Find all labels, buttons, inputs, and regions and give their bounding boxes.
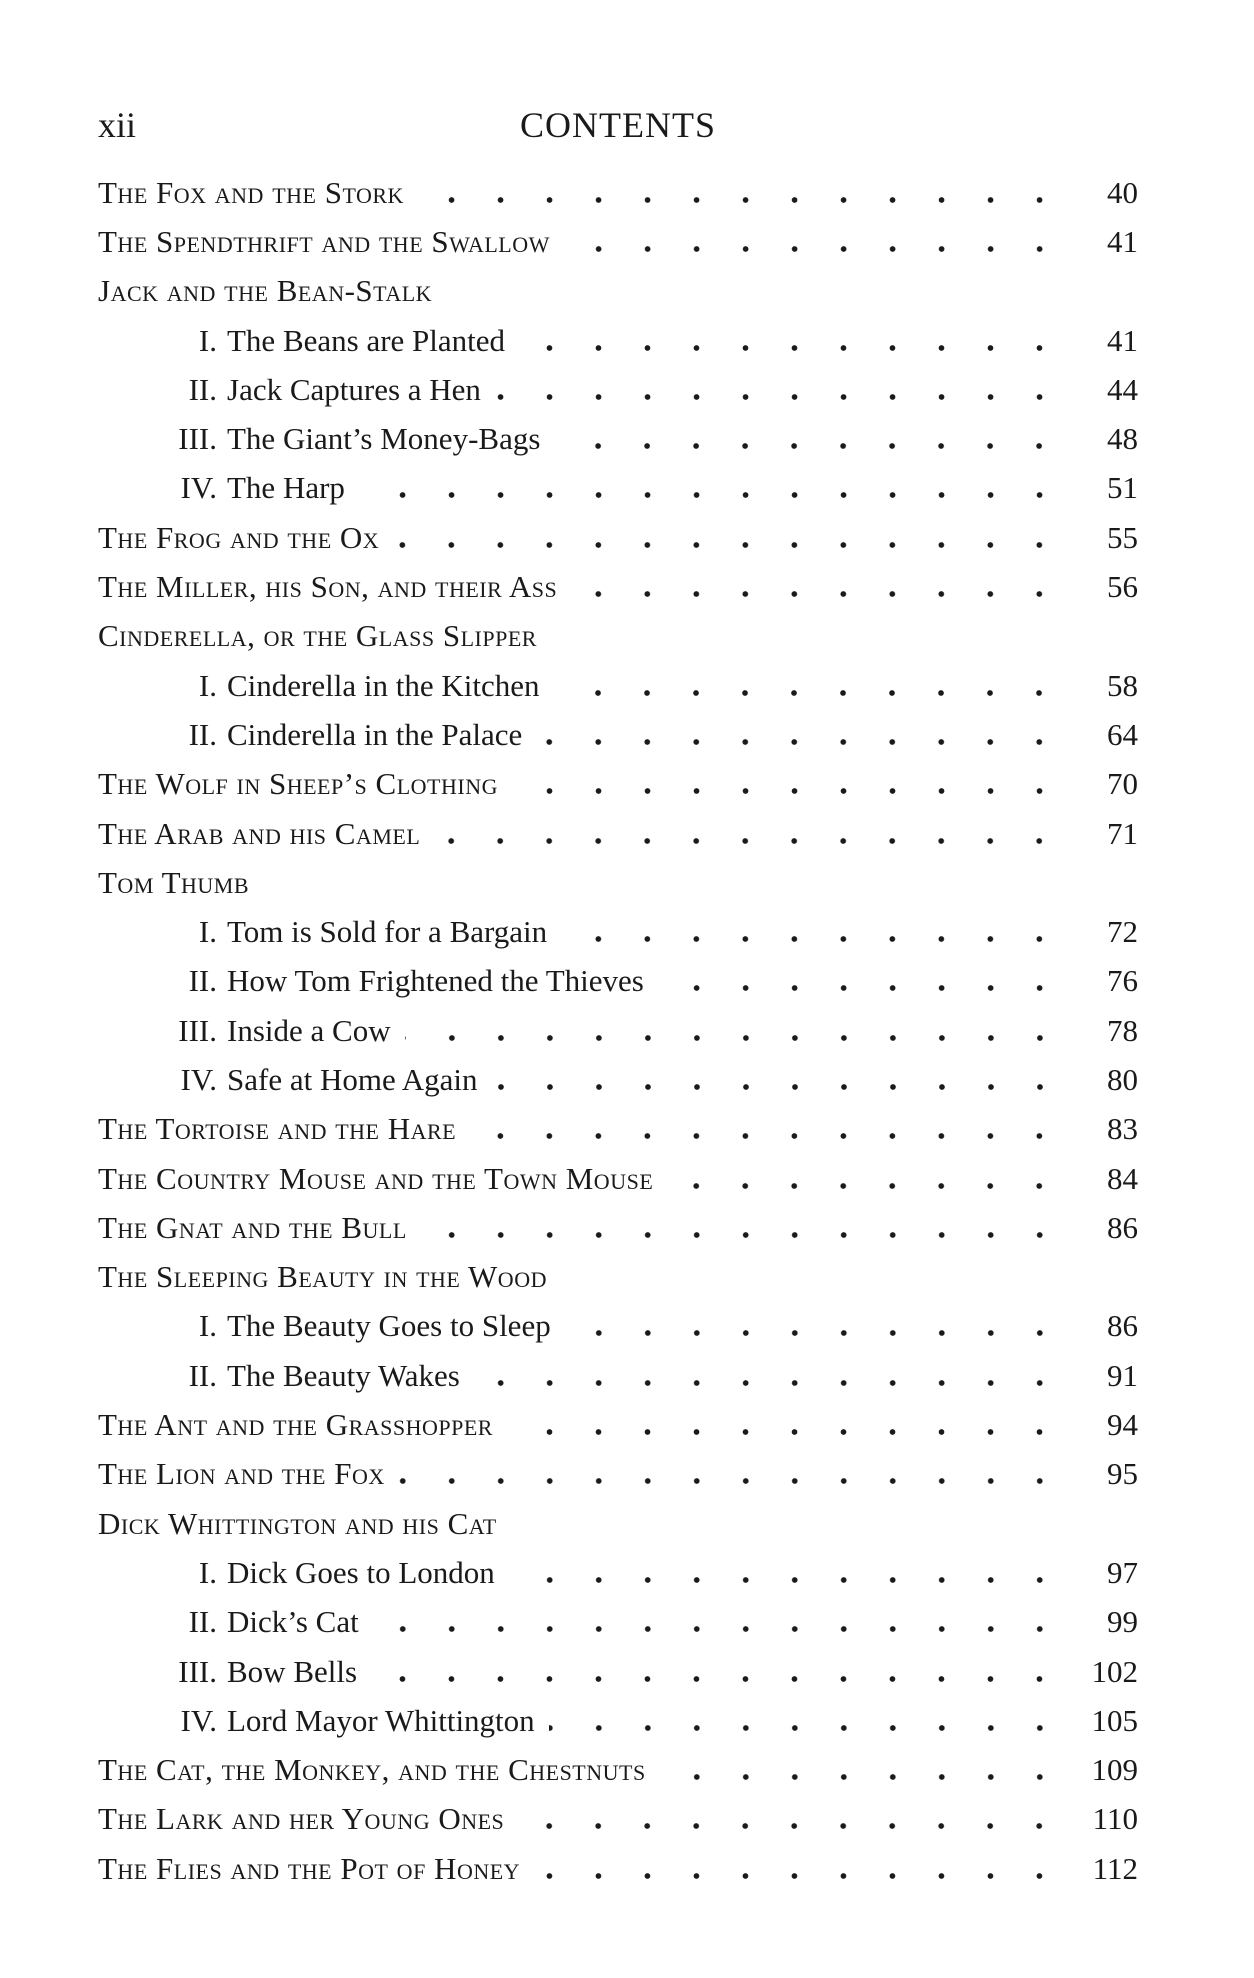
toc-label: [98, 1407, 493, 1443]
toc-label: [98, 1604, 359, 1640]
page-header: [98, 95, 1138, 155]
dot-leader: [534, 1872, 1064, 1880]
story-title: The Miller, his Son, and their Ass: [98, 569, 558, 605]
part-numeral: III.: [178, 1653, 217, 1689]
page-ref: 55: [1107, 519, 1138, 555]
toc-label: [98, 1752, 646, 1788]
part-title: Dick’s Cat: [227, 1604, 359, 1640]
toc-subentry: [98, 316, 1138, 365]
part-title: Bow Bells: [227, 1653, 358, 1689]
dot-leader: [507, 1428, 1064, 1436]
page-ref: 44: [1107, 371, 1138, 407]
story-title: The Arab and his Camel: [98, 815, 421, 851]
part-numeral: II.: [188, 1357, 217, 1393]
toc-label: [98, 865, 249, 901]
page-ref: 91: [1107, 1357, 1138, 1393]
toc-label: [98, 1506, 497, 1542]
toc-subentry: [98, 661, 1138, 710]
page-ref: 97: [1107, 1554, 1138, 1590]
page-ref: 56: [1107, 569, 1138, 605]
part-numeral: II.: [188, 716, 217, 752]
toc-label: [98, 1851, 520, 1887]
story-title: Jack and the Bean-Stalk: [98, 273, 433, 309]
dot-leader: [519, 344, 1064, 352]
toc-entry: [98, 760, 1138, 809]
part-title: The Beauty Wakes: [227, 1357, 460, 1393]
toc-label: [98, 1259, 547, 1295]
dot-leader: [399, 1477, 1064, 1485]
toc-label: [98, 717, 522, 753]
story-title: The Country Mouse and the Town Mouse: [98, 1160, 654, 1196]
toc-label: [98, 1013, 391, 1049]
page-ref: 58: [1107, 667, 1138, 703]
page-ref: 41: [1107, 223, 1138, 259]
toc-subentry: [98, 414, 1138, 463]
story-title: The Tortoise and the Hare: [98, 1111, 457, 1147]
dot-leader: [660, 1773, 1064, 1781]
toc-label: [98, 1062, 478, 1098]
toc-label: [98, 520, 379, 556]
story-title: The Frog and the Ox: [98, 519, 380, 555]
toc-subentry: [98, 365, 1138, 414]
part-numeral: III.: [178, 421, 217, 457]
dot-leader: [405, 1034, 1064, 1042]
part-numeral: I.: [198, 1554, 217, 1590]
dot-leader: [564, 245, 1064, 253]
toc-entry: [98, 168, 1138, 217]
toc-label: [98, 1456, 385, 1492]
part-title: Safe at Home Again: [227, 1061, 478, 1097]
toc-subentry: [98, 1302, 1138, 1351]
toc-subentry: [98, 1548, 1138, 1597]
page-ref: 64: [1107, 716, 1138, 752]
toc-entry: [98, 858, 1138, 907]
toc-label: [98, 175, 404, 211]
dot-leader: [393, 541, 1064, 549]
page-ref: 70: [1107, 766, 1138, 802]
toc-entry: [98, 513, 1138, 562]
toc-label: [98, 323, 505, 359]
toc-subentry: [98, 1006, 1138, 1055]
part-title: Cinderella in the Palace: [227, 716, 523, 752]
dot-leader: [554, 442, 1064, 450]
part-title: Jack Captures a Hen: [227, 371, 481, 407]
story-title: The Spendthrift and the Swallow: [98, 223, 550, 259]
part-title: How Tom Frightened the Thieves: [227, 963, 644, 999]
toc-subentry: [98, 1598, 1138, 1647]
dot-leader: [418, 196, 1064, 204]
table-of-contents: [98, 168, 1138, 1893]
story-title: The Gnat and the Bull: [98, 1209, 407, 1245]
page-ref: 110: [1092, 1801, 1138, 1837]
toc-entry: [98, 1203, 1138, 1252]
dot-leader: [553, 689, 1064, 697]
toc-subentry: [98, 1055, 1138, 1104]
toc-label: [98, 914, 547, 950]
story-title: The Flies and the Pot of Honey: [98, 1850, 521, 1886]
dot-leader: [359, 491, 1064, 499]
page-ref: 84: [1107, 1160, 1138, 1196]
part-numeral: I.: [198, 1308, 217, 1344]
page-ref: 102: [1091, 1653, 1138, 1689]
toc-entry: [98, 1253, 1138, 1302]
story-title: The Cat, the Monkey, and the Chestnuts: [98, 1752, 646, 1788]
part-numeral: IV.: [180, 1702, 217, 1738]
toc-entry: [98, 267, 1138, 316]
toc-entry: [98, 1400, 1138, 1449]
part-numeral: II.: [188, 371, 217, 407]
dot-leader: [565, 1329, 1064, 1337]
page-ref: 48: [1107, 421, 1138, 457]
page-ref: 41: [1107, 322, 1138, 358]
page-ref: 78: [1107, 1012, 1138, 1048]
dot-leader: [536, 738, 1064, 746]
toc-subentry: [98, 957, 1138, 1006]
dot-leader: [492, 1083, 1064, 1091]
part-title: The Beauty Goes to Sleep: [227, 1308, 551, 1344]
toc-subentry: [98, 1696, 1138, 1745]
toc-label: [98, 816, 420, 852]
toc-entry: [98, 809, 1138, 858]
toc-subentry: [98, 464, 1138, 513]
dot-leader: [571, 590, 1064, 598]
part-numeral: IV.: [180, 470, 217, 506]
story-title: The Ant and the Grasshopper: [98, 1407, 493, 1443]
running-title: CONTENTS: [520, 105, 716, 145]
story-title: Dick Whittington and his Cat: [98, 1505, 497, 1541]
toc-label: [98, 1703, 535, 1739]
dot-leader: [421, 1231, 1064, 1239]
page-ref: 109: [1091, 1752, 1138, 1788]
story-title: Cinderella, or the Glass Slipper: [98, 618, 537, 654]
toc-entry: [98, 217, 1138, 266]
toc-label: [98, 1308, 551, 1344]
page-ref: 105: [1091, 1702, 1138, 1738]
part-numeral: I.: [198, 667, 217, 703]
dot-leader: [474, 1379, 1064, 1387]
part-title: Cinderella in the Kitchen: [227, 667, 540, 703]
dot-leader: [518, 1822, 1064, 1830]
toc-subentry: [98, 1351, 1138, 1400]
part-title: The Harp: [227, 470, 345, 506]
part-title: Dick Goes to London: [227, 1554, 495, 1590]
dot-leader: [512, 787, 1064, 795]
part-title: Lord Mayor Whittington: [227, 1702, 535, 1738]
page-ref: 94: [1107, 1407, 1138, 1443]
part-title: The Giant’s Money-Bags: [227, 421, 541, 457]
toc-entry: [98, 1499, 1138, 1548]
story-title: The Wolf in Sheep’s Clothing: [98, 766, 498, 802]
toc-label: [98, 421, 540, 457]
part-title: Tom is Sold for a Bargain: [227, 914, 548, 950]
toc-label: [98, 766, 498, 802]
page-ref: 72: [1107, 914, 1138, 950]
toc-label: [98, 1111, 456, 1147]
page-ref: 40: [1107, 174, 1138, 210]
part-numeral: I.: [198, 914, 217, 950]
toc-entry: [98, 1105, 1138, 1154]
dot-leader: [509, 1576, 1064, 1584]
part-numeral: IV.: [180, 1061, 217, 1097]
dot-leader: [470, 1132, 1064, 1140]
toc-entry: [98, 1450, 1138, 1499]
page-ref: 71: [1107, 815, 1138, 851]
toc-entry: [98, 1154, 1138, 1203]
toc-label: [98, 569, 557, 605]
page-ref: 51: [1107, 470, 1138, 506]
page-ref: 95: [1107, 1456, 1138, 1492]
toc-label: [98, 1161, 653, 1197]
toc-label: [98, 224, 550, 260]
dot-leader: [667, 1182, 1064, 1190]
toc-label: [98, 1210, 407, 1246]
toc-label: [98, 668, 539, 704]
toc-label: [98, 470, 345, 506]
story-title: The Lion and the Fox: [98, 1456, 385, 1492]
dot-leader: [549, 1724, 1064, 1732]
page-ref: 99: [1107, 1604, 1138, 1640]
part-numeral: III.: [178, 1012, 217, 1048]
dot-leader: [373, 1625, 1064, 1633]
dot-leader: [495, 393, 1064, 401]
dot-leader: [434, 837, 1064, 845]
dot-leader: [371, 1675, 1064, 1683]
toc-label: [98, 963, 644, 999]
page-ref: 86: [1107, 1209, 1138, 1245]
part-numeral: I.: [198, 322, 217, 358]
story-title: Tom Thumb: [98, 864, 250, 900]
toc-label: [98, 1654, 357, 1690]
story-title: The Fox and the Stork: [98, 174, 404, 210]
toc-label: [98, 1801, 504, 1837]
page-ref: 83: [1107, 1111, 1138, 1147]
toc-subentry: [98, 907, 1138, 956]
page-ref: 76: [1107, 963, 1138, 999]
page-ref: 80: [1107, 1061, 1138, 1097]
toc-entry: [98, 1746, 1138, 1795]
part-numeral: II.: [188, 963, 217, 999]
toc-label: [98, 1555, 495, 1591]
toc-label: [98, 372, 481, 408]
story-title: The Sleeping Beauty in the Wood: [98, 1259, 547, 1295]
toc-label: [98, 618, 537, 654]
toc-label: [98, 273, 432, 309]
toc-entry: [98, 612, 1138, 661]
page-ref: 86: [1107, 1308, 1138, 1344]
dot-leader: [561, 935, 1064, 943]
page-number: xii: [98, 105, 137, 145]
toc-label: [98, 1358, 460, 1394]
toc-entry: [98, 1795, 1138, 1844]
dot-leader: [658, 984, 1064, 992]
toc-entry: [98, 562, 1138, 611]
toc-subentry: [98, 1647, 1138, 1696]
part-numeral: II.: [188, 1604, 217, 1640]
part-title: Inside a Cow: [227, 1012, 391, 1048]
toc-subentry: [98, 710, 1138, 759]
part-title: The Beans are Planted: [227, 322, 506, 358]
toc-entry: [98, 1844, 1138, 1893]
story-title: The Lark and her Young Ones: [98, 1801, 505, 1837]
page-ref: 112: [1092, 1850, 1138, 1886]
